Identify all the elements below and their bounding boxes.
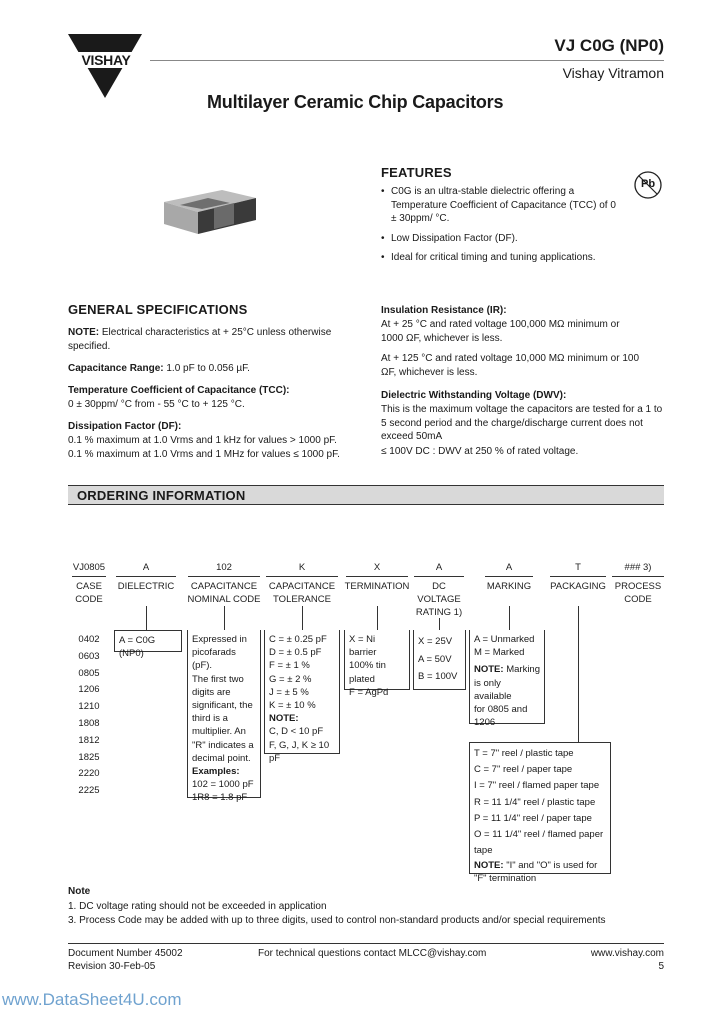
field-underline: [612, 576, 664, 577]
marking-note-text: 1206: [474, 717, 496, 729]
case-code: 1825: [78, 751, 100, 763]
field-label: CAPACITANCE NOMINAL CODE: [187, 581, 261, 605]
capacitance-text: third is a: [192, 713, 228, 725]
termination-option: X = Ni barrier: [349, 634, 377, 659]
field-label: DIELECTRIC: [117, 581, 175, 592]
field-code: A: [505, 562, 513, 573]
packaging-box: [469, 742, 611, 885]
product-title: VJ C0G (NP0): [554, 36, 664, 55]
dwv-text: This is the maximum voltage the capacitors are tested for a 1 to 5 second period and the charge/discharge current does not exceed 50mA: [381, 404, 663, 442]
capacitance-text: multiplier. An: [192, 726, 246, 738]
feature-item: • Low Dissipation Factor (DF).: [381, 232, 621, 246]
case-code: 1812: [78, 734, 100, 746]
field-label: TERMINATION: [344, 581, 410, 592]
field-underline: [485, 576, 533, 577]
field-code: K: [298, 562, 306, 573]
capacitance-text: picofarads (pF).: [192, 647, 236, 672]
field-label: CASE CODE: [75, 581, 103, 605]
case-code: 1808: [78, 717, 100, 729]
connector-line: [302, 606, 303, 630]
general-note: [68, 326, 358, 353]
field-code: T: [575, 562, 581, 573]
tolerance-option: C = ± 0.25 pF: [269, 634, 327, 645]
connector-line: [509, 606, 510, 630]
note-item: 1. DC voltage rating should not be exceeded in application: [68, 901, 327, 912]
marking-option: A = Unmarked: [474, 634, 535, 645]
capacitance-box: [187, 630, 261, 804]
insulation-line-1: At + 25 °C and rated voltage 100,000 MΩ minimum or 1000 ΩF, whichever is less.: [381, 319, 620, 344]
connector-line: [578, 606, 579, 742]
dielectric-box: [114, 630, 182, 660]
packaging-note-text: "F" termination: [474, 873, 537, 885]
insulation-heading: Insulation Resistance (IR):: [381, 305, 507, 316]
marking-note-text: is only available: [474, 677, 512, 702]
connector-line: [146, 606, 147, 630]
pb-symbol: Pb: [641, 178, 656, 190]
feature-item: • Ideal for critical timing and tuning applications.: [381, 251, 621, 265]
field-underline: [72, 576, 106, 577]
field-code: A: [435, 562, 443, 573]
dielectric-option: A = C0G (NP0): [119, 635, 156, 660]
case-code: 2225: [78, 785, 100, 797]
marking-note-text: Marking: [503, 664, 540, 676]
field-label: MARKING: [486, 581, 532, 592]
examples-label: Examples:: [192, 766, 240, 778]
case-code: 2220: [78, 768, 100, 780]
case-code: 1210: [78, 701, 100, 713]
note-label: NOTE:: [68, 327, 100, 338]
dwv-rule: ≤ 100V DC : DWV at 250 % of rated voltage.: [381, 446, 579, 457]
general-specs-heading: GENERAL SPECIFICATIONS: [68, 302, 248, 317]
marking-option: M = Marked: [474, 647, 525, 659]
field-label: DC VOLTAGE RATING 1): [415, 581, 463, 618]
vishay-logo: [66, 30, 144, 100]
tcc-label: Temperature Coefficient of Capacitance (TCC):: [68, 385, 290, 396]
capacitance-text: "R" indicates a: [192, 739, 254, 751]
case-code: 0402: [78, 634, 100, 645]
product-subtitle: Vishay Vitramon: [562, 65, 664, 81]
tolerance-option: F = ± 1 %: [269, 660, 310, 672]
note-text: Electrical characteristics at + 25°C unless otherwise specified.: [68, 327, 332, 352]
df-line-2: 0.1 % maximum at 1.0 Vrms and 1 MHz for values ≤ 1000 pF.: [68, 449, 340, 460]
packaging-option: T = 7" reel / plastic tape: [474, 748, 574, 759]
case-code: 0805: [78, 667, 100, 679]
marking-box: [469, 630, 545, 729]
field-underline: [188, 576, 260, 577]
dwv-heading: Dielectric Withstanding Voltage (DWV):: [381, 390, 567, 401]
capacitance-text: Expressed in: [192, 634, 247, 645]
voltage-option: A = 50V: [418, 653, 452, 665]
field-code: ### 3): [624, 562, 652, 573]
capacitance-text: The first two: [192, 673, 244, 685]
tolerance-option: J = ± 5 %: [269, 686, 309, 698]
packaging-note-label: NOTE:: [474, 860, 504, 872]
watermark-link[interactable]: www.DataSheet4U.com: [2, 990, 182, 1009]
tolerance-note: C, D < 10 pF: [269, 726, 324, 738]
capacitance-text: decimal point.: [192, 752, 251, 764]
packaging-option: I = 7" reel / flamed paper tape: [474, 780, 600, 792]
connector-line: [439, 618, 440, 630]
field-label: PACKAGING: [550, 581, 606, 592]
doc-number: Document Number 45002: [68, 948, 183, 959]
voltage-option: X = 25V: [418, 636, 453, 647]
footer-rule: [68, 943, 664, 944]
packaging-option: C = 7" reel / paper tape: [474, 764, 573, 776]
website-link[interactable]: www.vishay.com: [590, 948, 664, 959]
field-code: 102: [216, 562, 232, 573]
field-underline: [414, 576, 464, 577]
field-underline: [116, 576, 176, 577]
packaging-option: O = 11 1/4" reel / flamed paper tape: [474, 829, 604, 857]
main-title: Multilayer Ceramic Chip Capacitors: [207, 92, 504, 112]
example-item: 1R8 = 1.8 pF: [192, 792, 248, 804]
revision: Revision 30-Feb-05: [68, 961, 156, 972]
capacitance-text: significant, the: [192, 700, 253, 712]
marking-note-label: NOTE:: [474, 664, 504, 676]
feature-item: • C0G is an ultra-stable dielectric offering a Temperature Coefficient of Capacitance (TCC) of 0 ± 30ppm/ °C.: [381, 185, 621, 226]
notes-label: Note: [68, 886, 91, 897]
field-code: VJ0805: [72, 562, 106, 573]
header-rule: [150, 60, 664, 61]
packaging-note-text: "I" and "O" is used for: [503, 860, 598, 872]
tolerance-note-label: NOTE:: [269, 713, 299, 725]
capacitance-range: [68, 362, 250, 376]
termination-option: F = AgPd: [349, 686, 389, 698]
marking-note-text: for 0805 and: [474, 704, 528, 716]
capacitance-text: digits are: [192, 686, 231, 698]
chip-capacitor-image: [160, 186, 260, 241]
features-list: [381, 185, 621, 271]
ordering-heading: ORDERING INFORMATION: [77, 488, 246, 503]
features-heading: FEATURES: [381, 165, 452, 180]
field-underline: [550, 576, 606, 577]
termination-option: plated: [349, 673, 375, 685]
field-label: PROCESS CODE: [614, 581, 662, 605]
tolerance-option: G = ± 2 %: [269, 673, 312, 685]
case-code-list: [72, 632, 106, 800]
df-label: Dissipation Factor (DF):: [68, 421, 182, 432]
tolerance-option: K = ± 10 %: [269, 700, 316, 712]
field-underline: [266, 576, 338, 577]
packaging-option: P = 11 1/4" reel / paper tape: [474, 812, 592, 824]
case-code: 1206: [78, 684, 100, 696]
insulation-line-2: At + 125 °C and rated voltage 10,000 MΩ minimum or 100 ΩF, whichever is less.: [381, 353, 640, 378]
page-number: 5: [658, 961, 664, 972]
tolerance-note: F, G, J, K ≥ 10 pF: [269, 739, 330, 764]
field-underline: [346, 576, 408, 577]
contact-text: For technical questions contact MLCC@vishay.com: [258, 948, 487, 959]
field-label: CAPACITANCE TOLERANCE: [268, 581, 336, 605]
connector-line: [377, 606, 378, 630]
df-line-1: 0.1 % maximum at 1.0 Vrms and 1 kHz for values > 1000 pF.: [68, 435, 337, 446]
tolerance-box: [264, 630, 340, 764]
cap-range-text: 1.0 pF to 0.056 µF.: [163, 363, 250, 374]
example-item: 102 = 1000 pF: [192, 779, 254, 791]
field-code: X: [373, 562, 381, 573]
termination-box: [344, 630, 410, 698]
connector-line: [224, 606, 225, 630]
voltage-box: [413, 630, 466, 690]
pb-free-icon: [633, 170, 663, 200]
voltage-option: B = 100V: [418, 671, 458, 682]
termination-option: 100% tin: [349, 660, 386, 672]
field-code: A: [142, 562, 150, 573]
packaging-option: R = 11 1/4" reel / plastic tape: [474, 796, 596, 808]
cap-range-label: Capacitance Range:: [68, 363, 164, 374]
case-code: 0603: [78, 650, 100, 662]
packaging-note: [474, 859, 606, 872]
tcc-text: 0 ± 30ppm/ °C from - 55 °C to + 125 °C.: [68, 399, 245, 410]
note-item: 3. Process Code may be added with up to three digits, used to control non-standard products and/or special requirements: [68, 915, 606, 926]
marking-note: [474, 663, 540, 676]
tolerance-option: D = ± 0.5 pF: [269, 647, 322, 659]
brand-name: VISHAY: [81, 52, 131, 68]
